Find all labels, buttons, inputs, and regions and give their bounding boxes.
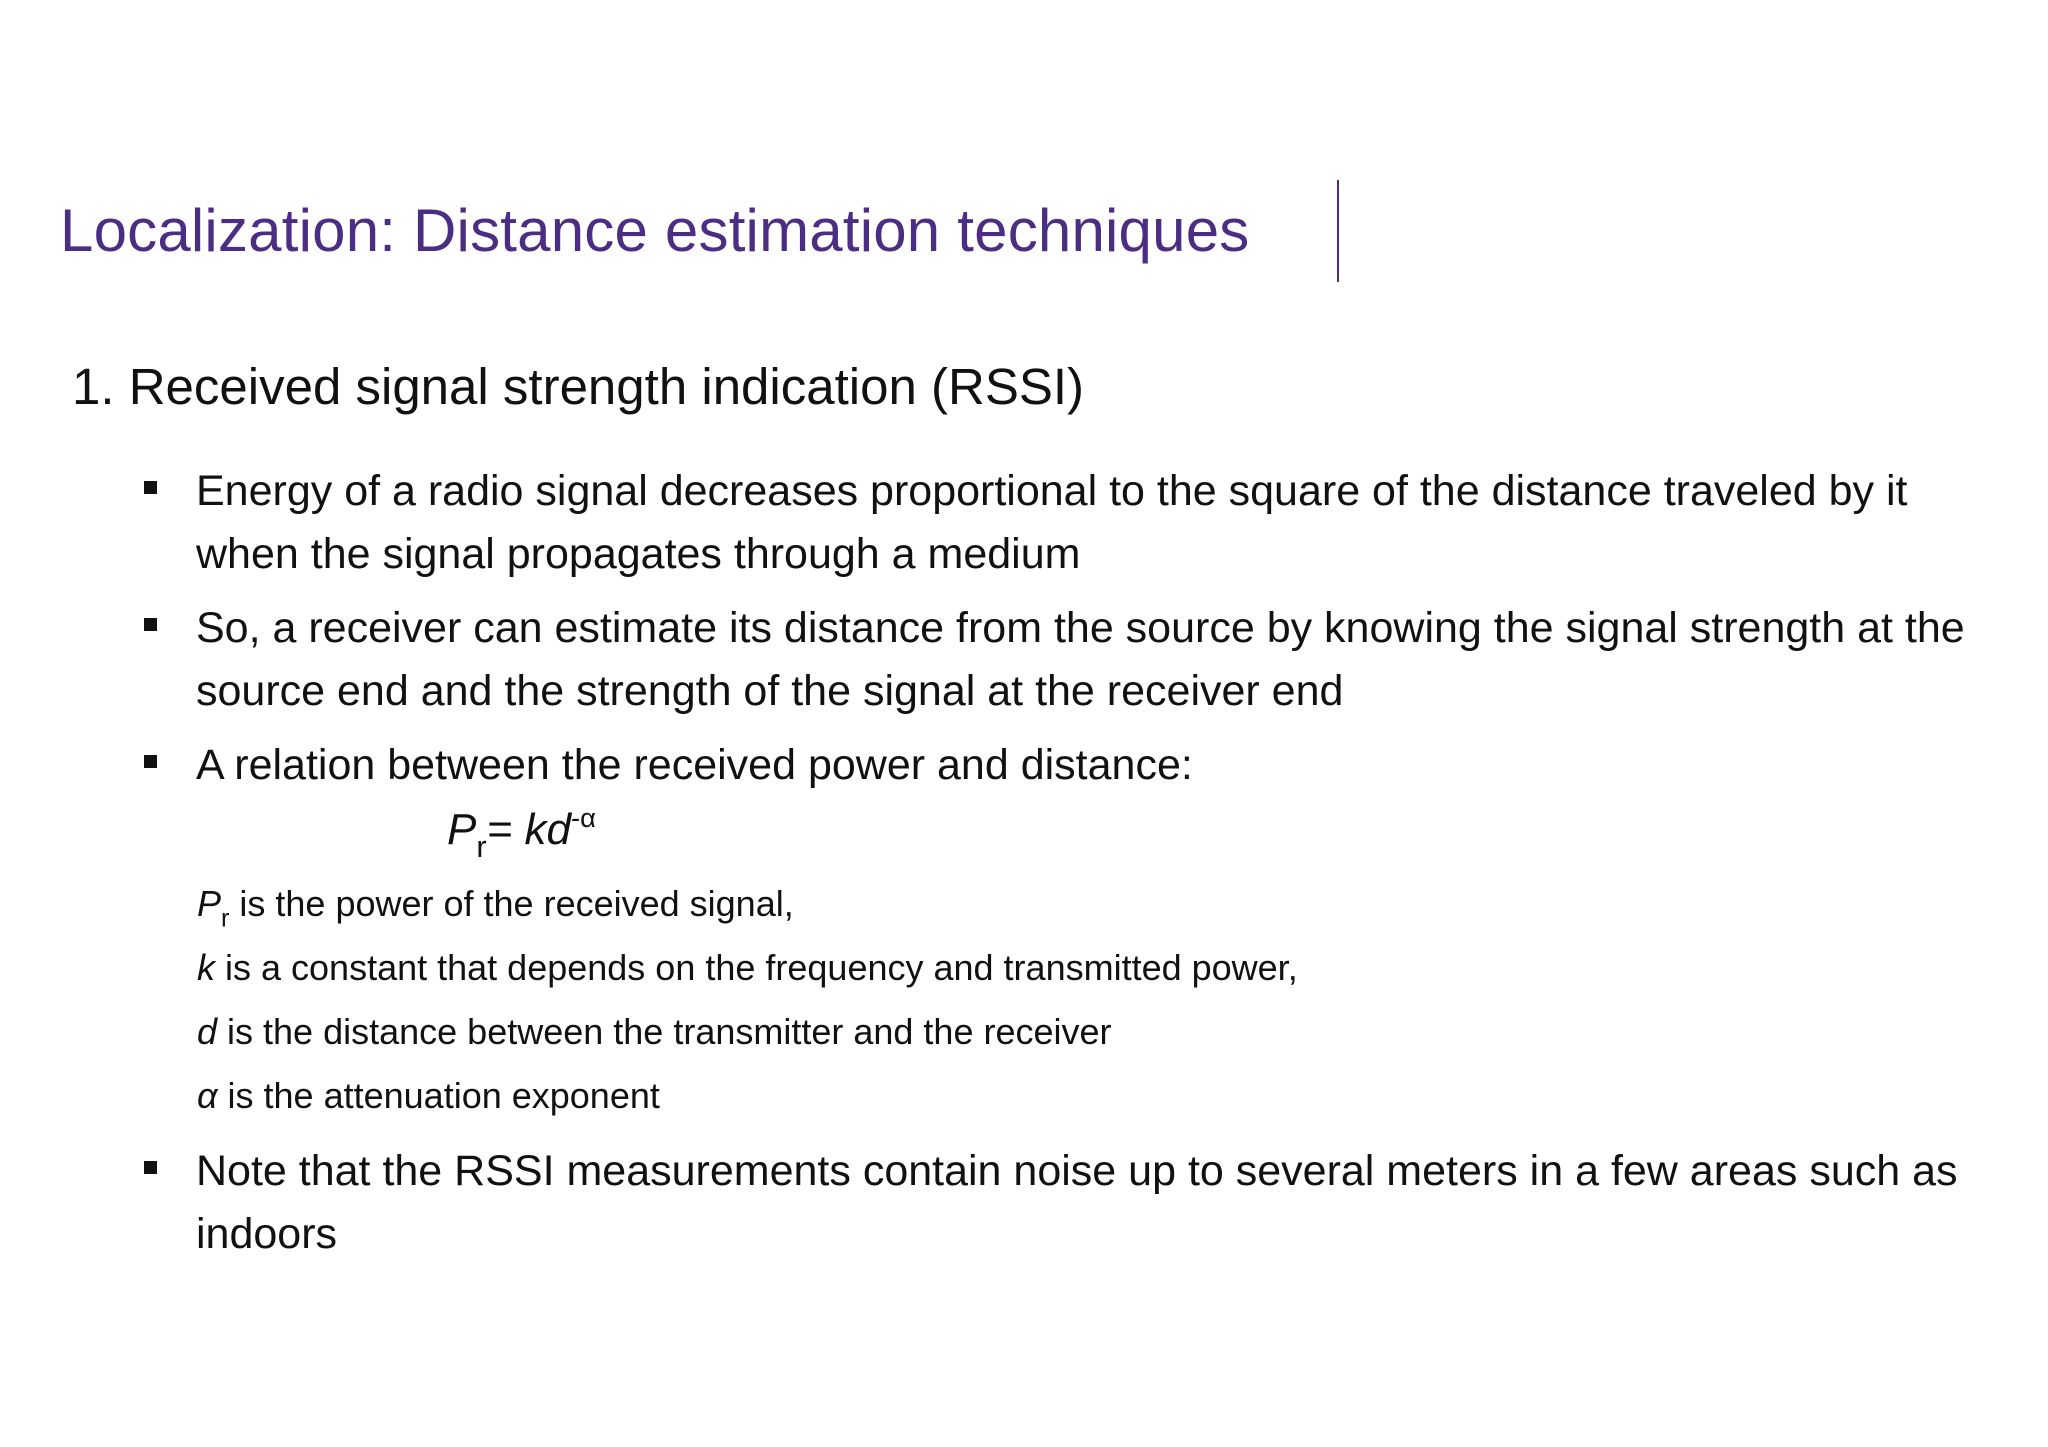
definition-symbol: P [197,883,222,924]
formula-lhs-subscript: r [476,828,487,864]
definition-line [197,880,794,933]
definition-line [197,944,1298,992]
section-heading: 1. Received signal strength indication (RSSI) [72,358,1085,415]
definition-text: is the power of the received signal, [229,883,794,924]
definition-symbol-subscript: r [221,904,230,933]
definition-line [197,1008,1112,1056]
bullet-text: A relation between the received power and distance: [196,741,1193,789]
bullet-text: Energy of a radio signal decreases proportional to the square of the distance traveled by it when the signal propagates through a medium [196,467,1908,578]
bullet-item [196,734,1996,797]
definition-symbol: k [197,947,215,988]
bullet-item [196,597,1996,723]
formula-exponent: -α [571,802,596,834]
formula-rhs: = kd [486,805,572,854]
bullet-text: So, a receiver can estimate its distance from the source by knowing the signal strength at the source end and the strength of the signal at the receiver end [196,604,1965,715]
bullet-marker [144,755,157,768]
definition-line [197,1072,660,1120]
title-divider [1337,180,1339,282]
definition-text: is a constant that depends on the frequency and transmitted power, [215,947,1298,988]
bullet-item [196,1140,1996,1266]
definition-symbol: α [197,1075,218,1116]
slide-title: Localization: Distance estimation techniques [60,197,1250,264]
definition-symbol: d [197,1011,218,1052]
bullet-marker [144,618,157,631]
bullet-text: Note that the RSSI measurements contain noise up to several meters in a few areas such as indoors [196,1147,1958,1258]
formula-lhs: P [447,805,477,854]
definition-text: is the attenuation exponent [217,1075,660,1116]
bullet-marker [144,1161,157,1174]
definition-text: is the distance between the transmitter and the receiver [217,1011,1112,1052]
formula [447,800,596,864]
bullet-item [196,460,1996,586]
bullet-marker [144,481,157,494]
